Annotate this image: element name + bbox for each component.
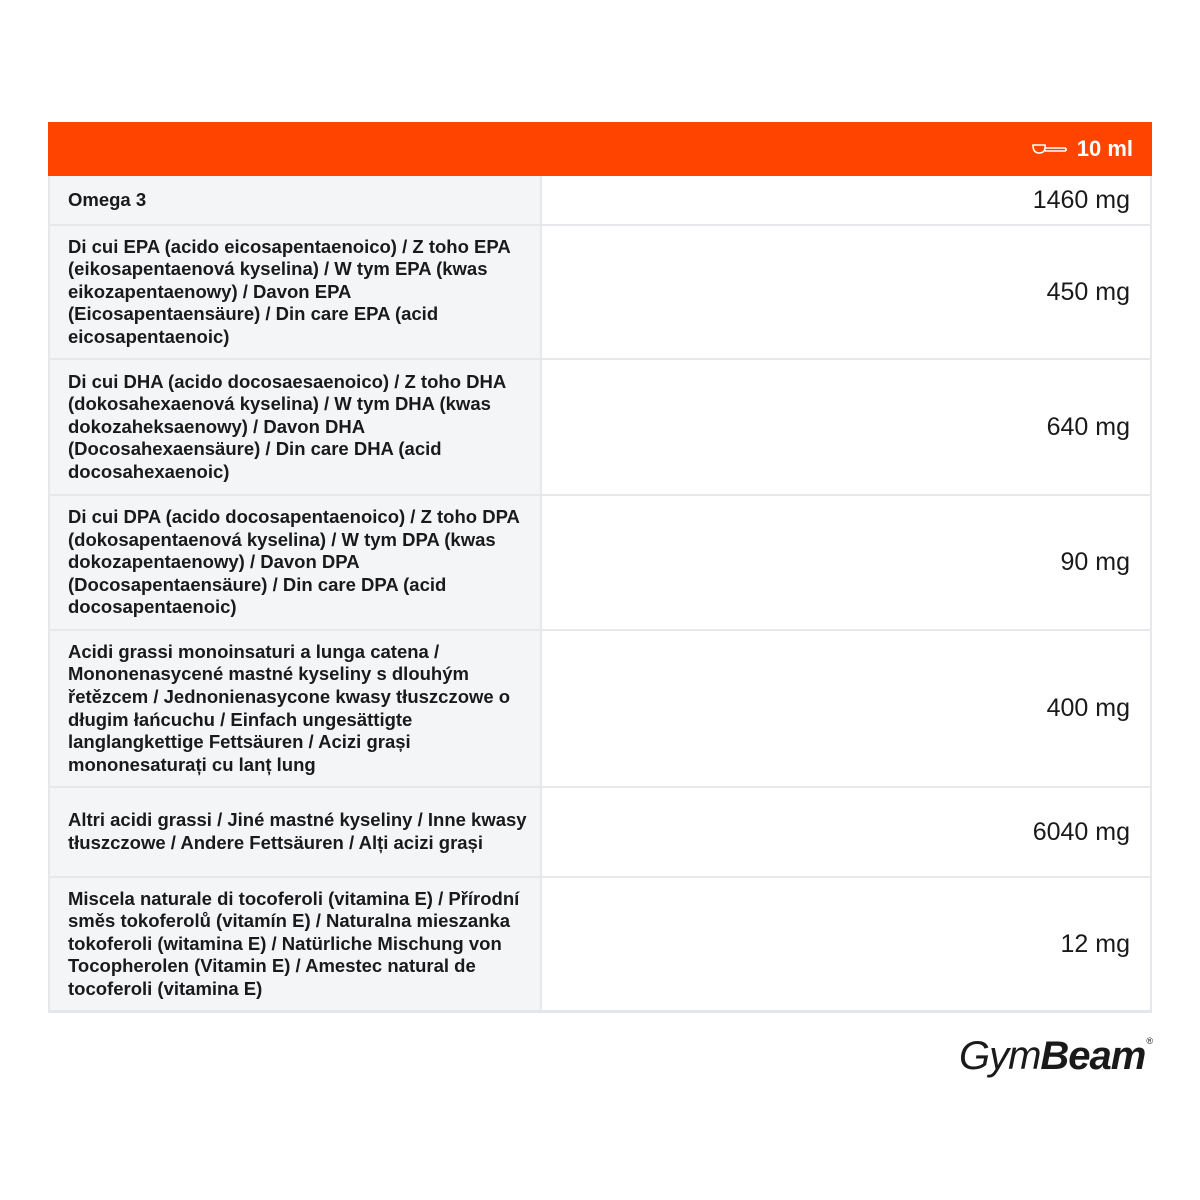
- table-header: [48, 122, 1152, 176]
- nutrient-name: Omega 3: [48, 176, 542, 224]
- nutrient-value: 450 mg: [542, 226, 1152, 358]
- table-row: [48, 876, 1152, 1010]
- nutrient-name: Miscela naturale di tocoferoli (vitamina E) / Přírodní směs tokoferolů (vitamín E) / Naturalna mieszanka tokoferoli (witamina E) / Natürliche Mischung von Tocopherolen (Vitamin E) / Amestec natural de tocoferoli (vitamina E): [48, 878, 542, 1010]
- nutrient-value: 640 mg: [542, 360, 1152, 494]
- table-row: [48, 629, 1152, 786]
- nutrient-value: 400 mg: [542, 631, 1152, 786]
- nutrient-name: Di cui DPA (acido docosapentaenoico) / Z toho DPA (dokosapentaenová kyselina) / W tym DPA (kwas dokozapentaenowy) / Davon DPA (Docosapentaensäure) / Din care DPA (acid docosapentaenoic): [48, 496, 542, 629]
- nutrient-value: 12 mg: [542, 878, 1152, 1010]
- table-row: [48, 494, 1152, 629]
- table-row: [48, 358, 1152, 494]
- nutrient-value: 90 mg: [542, 496, 1152, 629]
- table-row: [48, 176, 1152, 224]
- nutrient-value: 1460 mg: [542, 176, 1152, 224]
- nutrition-table: [48, 122, 1152, 1013]
- serving-size-label: 10 ml: [1076, 136, 1133, 161]
- nutrient-name: Altri acidi grassi / Jiné mastné kyseliny / Inne kwasy tłuszczowe / Andere Fettsäuren / Alți acizi grași: [48, 788, 542, 876]
- nutrient-value: 6040 mg: [542, 788, 1152, 876]
- table-row: [48, 786, 1152, 876]
- gymbeam-logo: GymBeam®: [958, 1034, 1152, 1078]
- nutrient-name: Di cui DHA (acido docosaesaenoico) / Z toho DHA (dokosahexaenová kyselina) / W tym DHA (kwas dokozaheksaenowy) / Davon DHA (Docosahexaensäure) / Din care DHA (acid docosahexaenoic): [48, 360, 542, 494]
- nutrient-name: Acidi grassi monoinsaturi a lunga catena / Mononenasycené mastné kyseliny s dlouhým řetězcem / Jednonienasycone kwasy tłuszczowe o długim łańcuchu / Einfach ungesättigte langlangkettige Fettsäuren / Acizi grași mononesaturați cu lanț lung: [48, 631, 542, 786]
- measuring-spoon-icon: [1031, 139, 1067, 159]
- nutrient-name: Di cui EPA (acido eicosapentaenoico) / Z toho EPA (eikosapentaenová kyselina) / W tym EPA (kwas eikozapentaenowy) / Davon EPA (Eicosapentaensäure) / Din care EPA (acid eicosapentaenoic): [48, 226, 542, 358]
- table-row: [48, 224, 1152, 358]
